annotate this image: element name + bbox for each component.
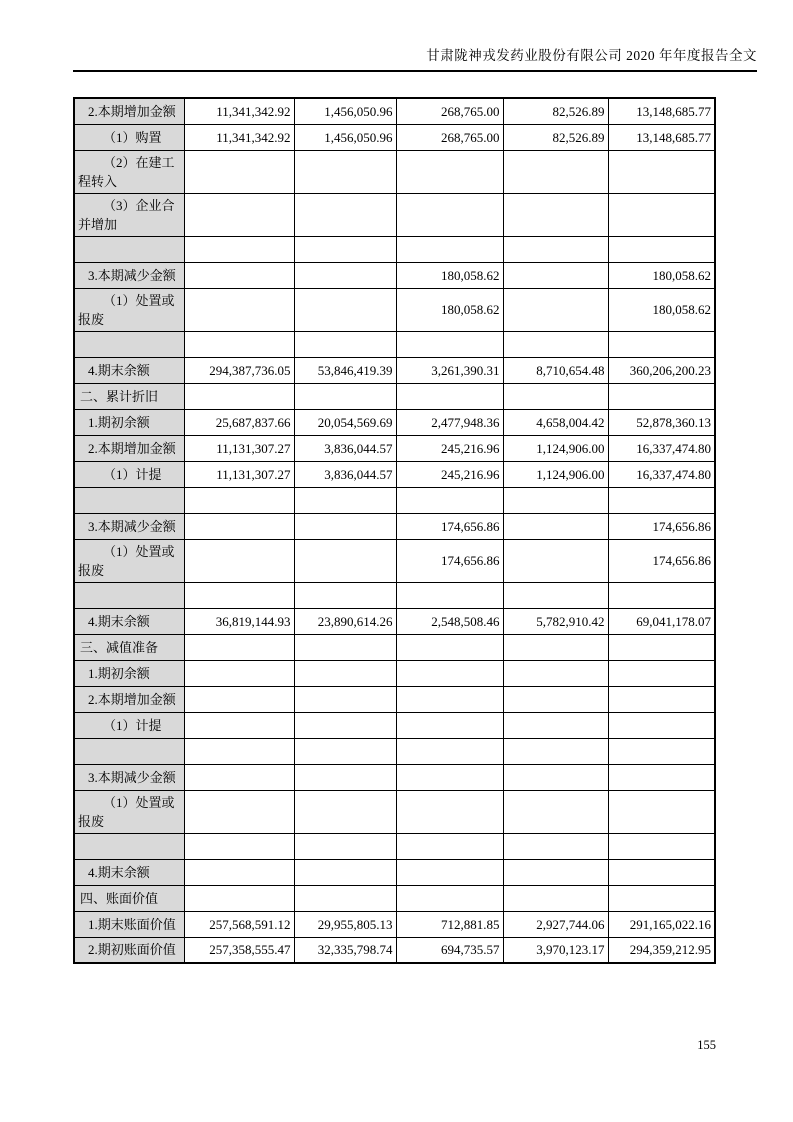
spacer-row	[74, 487, 715, 513]
value-cell	[184, 885, 294, 911]
table-row	[74, 634, 715, 660]
value-cell: 2,927,744.06	[503, 911, 608, 937]
value-cell: 1,456,050.96	[294, 98, 396, 124]
spacer-row	[74, 833, 715, 859]
value-cell	[396, 331, 503, 357]
value-cell	[184, 539, 294, 582]
value-cell: 291,165,022.16	[608, 911, 715, 937]
row-label-cell: （1）计提	[74, 712, 184, 738]
value-cell	[503, 764, 608, 790]
row-label-cell: 二、累计折旧	[74, 383, 184, 409]
table-row	[74, 608, 715, 634]
page-number: 155	[697, 1038, 716, 1052]
row-label-cell: 4.期末余额	[74, 608, 184, 634]
row-label-cell: （1）购置	[74, 124, 184, 150]
value-cell: 180,058.62	[608, 262, 715, 288]
value-cell	[396, 712, 503, 738]
row-label-cell: 4.期末余额	[74, 357, 184, 383]
value-cell	[294, 738, 396, 764]
row-label-cell	[74, 833, 184, 859]
value-cell	[396, 634, 503, 660]
spacer-row	[74, 738, 715, 764]
value-cell	[396, 790, 503, 833]
table-row	[74, 712, 715, 738]
value-cell	[396, 859, 503, 885]
value-cell: 3,836,044.57	[294, 461, 396, 487]
value-cell: 16,337,474.80	[608, 435, 715, 461]
value-cell	[608, 634, 715, 660]
value-cell: 245,216.96	[396, 435, 503, 461]
value-cell: 245,216.96	[396, 461, 503, 487]
table-row	[74, 409, 715, 435]
value-cell: 174,656.86	[608, 513, 715, 539]
value-cell: 11,341,342.92	[184, 124, 294, 150]
table-row	[74, 911, 715, 937]
value-cell	[294, 634, 396, 660]
value-cell	[184, 193, 294, 236]
value-cell: 3,970,123.17	[503, 937, 608, 963]
value-cell	[396, 383, 503, 409]
value-cell	[608, 859, 715, 885]
value-cell	[503, 582, 608, 608]
value-cell: 268,765.00	[396, 98, 503, 124]
value-cell	[608, 582, 715, 608]
value-cell	[294, 331, 396, 357]
value-cell: 36,819,144.93	[184, 608, 294, 634]
table-row	[74, 686, 715, 712]
value-cell: 23,890,614.26	[294, 608, 396, 634]
value-cell	[608, 790, 715, 833]
value-cell	[503, 634, 608, 660]
value-cell: 1,124,906.00	[503, 435, 608, 461]
value-cell	[608, 686, 715, 712]
value-cell	[294, 660, 396, 686]
value-cell: 180,058.62	[608, 288, 715, 331]
value-cell	[294, 885, 396, 911]
value-cell: 82,526.89	[503, 124, 608, 150]
value-cell: 11,131,307.27	[184, 435, 294, 461]
row-label-cell: 1.期初余额	[74, 409, 184, 435]
value-cell	[503, 331, 608, 357]
value-cell	[396, 193, 503, 236]
value-cell	[503, 236, 608, 262]
value-cell	[503, 833, 608, 859]
value-cell	[294, 686, 396, 712]
value-cell	[503, 885, 608, 911]
row-label-cell: （1）处置或报废	[74, 539, 184, 582]
row-label-cell: 2.本期增加金额	[74, 98, 184, 124]
value-cell	[294, 288, 396, 331]
value-cell	[184, 634, 294, 660]
value-cell	[184, 833, 294, 859]
report-header-title: 甘肃陇神戎发药业股份有限公司 2020 年年度报告全文	[73, 44, 757, 72]
table-row	[74, 357, 715, 383]
value-cell	[503, 193, 608, 236]
value-cell: 53,846,419.39	[294, 357, 396, 383]
row-label-cell: 1.期末账面价值	[74, 911, 184, 937]
row-label-cell: （1）处置或报废	[74, 790, 184, 833]
value-cell: 13,148,685.77	[608, 124, 715, 150]
table-row	[74, 790, 715, 833]
value-cell	[294, 150, 396, 193]
value-cell: 294,359,212.95	[608, 937, 715, 963]
value-cell	[396, 236, 503, 262]
row-label-cell: 2.本期增加金额	[74, 686, 184, 712]
row-label-cell: （3）企业合并增加	[74, 193, 184, 236]
row-label-cell	[74, 582, 184, 608]
table-row	[74, 288, 715, 331]
row-label-cell: （2）在建工程转入	[74, 150, 184, 193]
value-cell: 257,358,555.47	[184, 937, 294, 963]
value-cell	[396, 885, 503, 911]
row-label-cell	[74, 236, 184, 262]
table-row	[74, 937, 715, 963]
row-label-cell: 3.本期减少金额	[74, 513, 184, 539]
value-cell: 8,710,654.48	[503, 357, 608, 383]
value-cell	[608, 885, 715, 911]
fixed-assets-table	[73, 97, 716, 964]
spacer-row	[74, 236, 715, 262]
value-cell	[184, 262, 294, 288]
value-cell: 13,148,685.77	[608, 98, 715, 124]
value-cell: 694,735.57	[396, 937, 503, 963]
row-label-cell: 3.本期减少金额	[74, 764, 184, 790]
value-cell	[184, 712, 294, 738]
value-cell	[184, 288, 294, 331]
value-cell: 174,656.86	[396, 539, 503, 582]
value-cell: 4,658,004.42	[503, 409, 608, 435]
table-row	[74, 885, 715, 911]
value-cell	[294, 487, 396, 513]
value-cell: 294,387,736.05	[184, 357, 294, 383]
value-cell: 11,341,342.92	[184, 98, 294, 124]
value-cell	[294, 539, 396, 582]
value-cell	[294, 712, 396, 738]
table-row	[74, 461, 715, 487]
value-cell	[294, 236, 396, 262]
value-cell	[396, 764, 503, 790]
value-cell	[608, 712, 715, 738]
value-cell: 174,656.86	[608, 539, 715, 582]
value-cell: 69,041,178.07	[608, 608, 715, 634]
value-cell	[294, 193, 396, 236]
value-cell	[503, 790, 608, 833]
value-cell	[294, 859, 396, 885]
value-cell: 360,206,200.23	[608, 357, 715, 383]
row-label-cell	[74, 487, 184, 513]
value-cell: 1,456,050.96	[294, 124, 396, 150]
row-label-cell: 四、账面价值	[74, 885, 184, 911]
table-row	[74, 660, 715, 686]
value-cell	[608, 383, 715, 409]
value-cell: 82,526.89	[503, 98, 608, 124]
value-cell	[396, 487, 503, 513]
value-cell	[608, 833, 715, 859]
fixed-assets-table-body	[74, 98, 715, 963]
value-cell	[396, 686, 503, 712]
value-cell	[184, 331, 294, 357]
value-cell	[503, 383, 608, 409]
row-label-cell: （1）处置或报废	[74, 288, 184, 331]
value-cell: 25,687,837.66	[184, 409, 294, 435]
table-row	[74, 764, 715, 790]
value-cell: 32,335,798.74	[294, 937, 396, 963]
row-label-cell: 3.本期减少金额	[74, 262, 184, 288]
spacer-row	[74, 582, 715, 608]
value-cell	[184, 582, 294, 608]
value-cell	[608, 150, 715, 193]
row-label-cell: 4.期末余额	[74, 859, 184, 885]
value-cell: 29,955,805.13	[294, 911, 396, 937]
value-cell	[503, 859, 608, 885]
value-cell	[608, 193, 715, 236]
value-cell	[184, 383, 294, 409]
value-cell	[396, 738, 503, 764]
table-row	[74, 193, 715, 236]
value-cell: 712,881.85	[396, 911, 503, 937]
value-cell: 180,058.62	[396, 288, 503, 331]
value-cell	[396, 582, 503, 608]
table-row	[74, 383, 715, 409]
value-cell	[503, 686, 608, 712]
table-row	[74, 435, 715, 461]
value-cell	[608, 331, 715, 357]
table-row	[74, 98, 715, 124]
row-label-cell: 1.期初余额	[74, 660, 184, 686]
value-cell: 16,337,474.80	[608, 461, 715, 487]
value-cell	[503, 288, 608, 331]
spacer-row	[74, 331, 715, 357]
value-cell	[396, 660, 503, 686]
value-cell: 174,656.86	[396, 513, 503, 539]
row-label-cell: 2.期初账面价值	[74, 937, 184, 963]
value-cell: 11,131,307.27	[184, 461, 294, 487]
table-row	[74, 859, 715, 885]
value-cell: 180,058.62	[396, 262, 503, 288]
value-cell	[184, 660, 294, 686]
value-cell: 2,548,508.46	[396, 608, 503, 634]
value-cell	[184, 790, 294, 833]
value-cell	[503, 150, 608, 193]
value-cell	[184, 150, 294, 193]
row-label-cell: （1）计提	[74, 461, 184, 487]
table-row	[74, 262, 715, 288]
value-cell: 2,477,948.36	[396, 409, 503, 435]
value-cell: 52,878,360.13	[608, 409, 715, 435]
value-cell	[294, 833, 396, 859]
value-cell	[608, 764, 715, 790]
value-cell	[503, 738, 608, 764]
value-cell	[503, 660, 608, 686]
value-cell	[608, 487, 715, 513]
table-row	[74, 150, 715, 193]
value-cell	[184, 686, 294, 712]
value-cell	[608, 236, 715, 262]
value-cell	[503, 539, 608, 582]
value-cell	[184, 513, 294, 539]
value-cell: 3,261,390.31	[396, 357, 503, 383]
value-cell	[503, 712, 608, 738]
value-cell	[184, 236, 294, 262]
value-cell: 20,054,569.69	[294, 409, 396, 435]
value-cell	[184, 764, 294, 790]
value-cell	[184, 738, 294, 764]
value-cell	[396, 833, 503, 859]
table-row	[74, 539, 715, 582]
value-cell	[503, 487, 608, 513]
value-cell	[184, 859, 294, 885]
value-cell	[503, 262, 608, 288]
row-label-cell	[74, 738, 184, 764]
row-label-cell: 2.本期增加金额	[74, 435, 184, 461]
value-cell	[294, 764, 396, 790]
value-cell	[294, 383, 396, 409]
table-row	[74, 124, 715, 150]
value-cell	[608, 738, 715, 764]
value-cell	[294, 582, 396, 608]
value-cell	[294, 513, 396, 539]
value-cell	[294, 262, 396, 288]
row-label-cell	[74, 331, 184, 357]
value-cell	[294, 790, 396, 833]
value-cell: 257,568,591.12	[184, 911, 294, 937]
value-cell	[396, 150, 503, 193]
table-row	[74, 513, 715, 539]
value-cell	[608, 660, 715, 686]
value-cell: 1,124,906.00	[503, 461, 608, 487]
value-cell: 5,782,910.42	[503, 608, 608, 634]
value-cell: 268,765.00	[396, 124, 503, 150]
value-cell	[503, 513, 608, 539]
value-cell	[184, 487, 294, 513]
value-cell: 3,836,044.57	[294, 435, 396, 461]
row-label-cell: 三、减值准备	[74, 634, 184, 660]
